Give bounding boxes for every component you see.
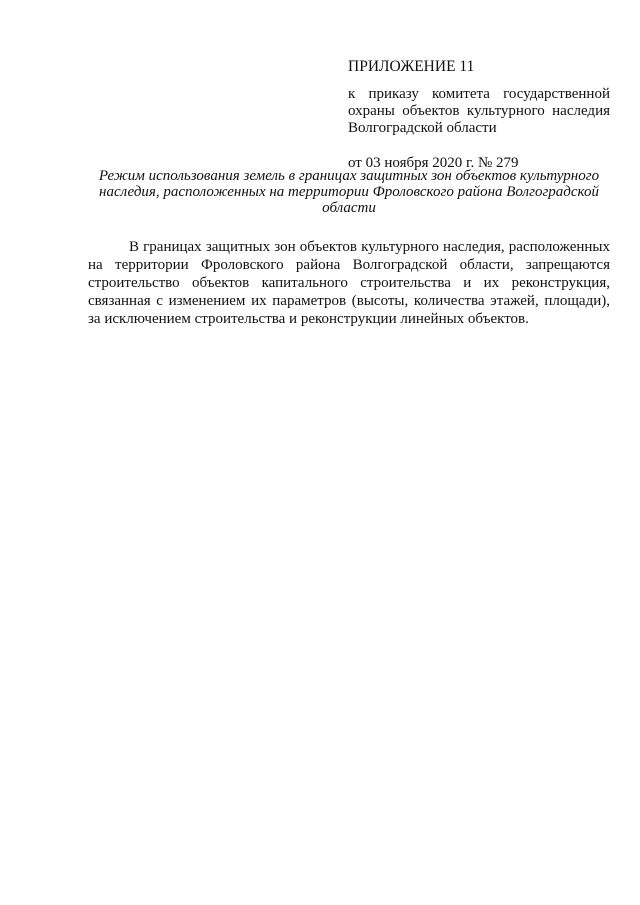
appendix-title: ПРИЛОЖЕНИЕ 11 <box>348 58 475 75</box>
appendix-order-reference: к приказу комитета государственной охраны объектов культурного наследия Волгоградской области <box>348 86 610 136</box>
document-title: Режим использования земель в границах защитных зон объектов культурного наследия, расположенных на территории Фроловского района Волгоградской области <box>98 168 600 216</box>
document-paragraph: В границах защитных зон объектов культурного наследия, расположенных на территории Фроловского района Волгоградской области, запрещаются строительство объектов капитального строительства и их реконструкция, связанная с изменением их параметров (высоты, количества этажей, площади), за исключением строительства и реконструкции линейных объектов. <box>88 239 610 327</box>
appendix-order-date: от 03 ноября 2020 г. № 279 <box>348 155 519 171</box>
appendix-block <box>348 58 610 172</box>
